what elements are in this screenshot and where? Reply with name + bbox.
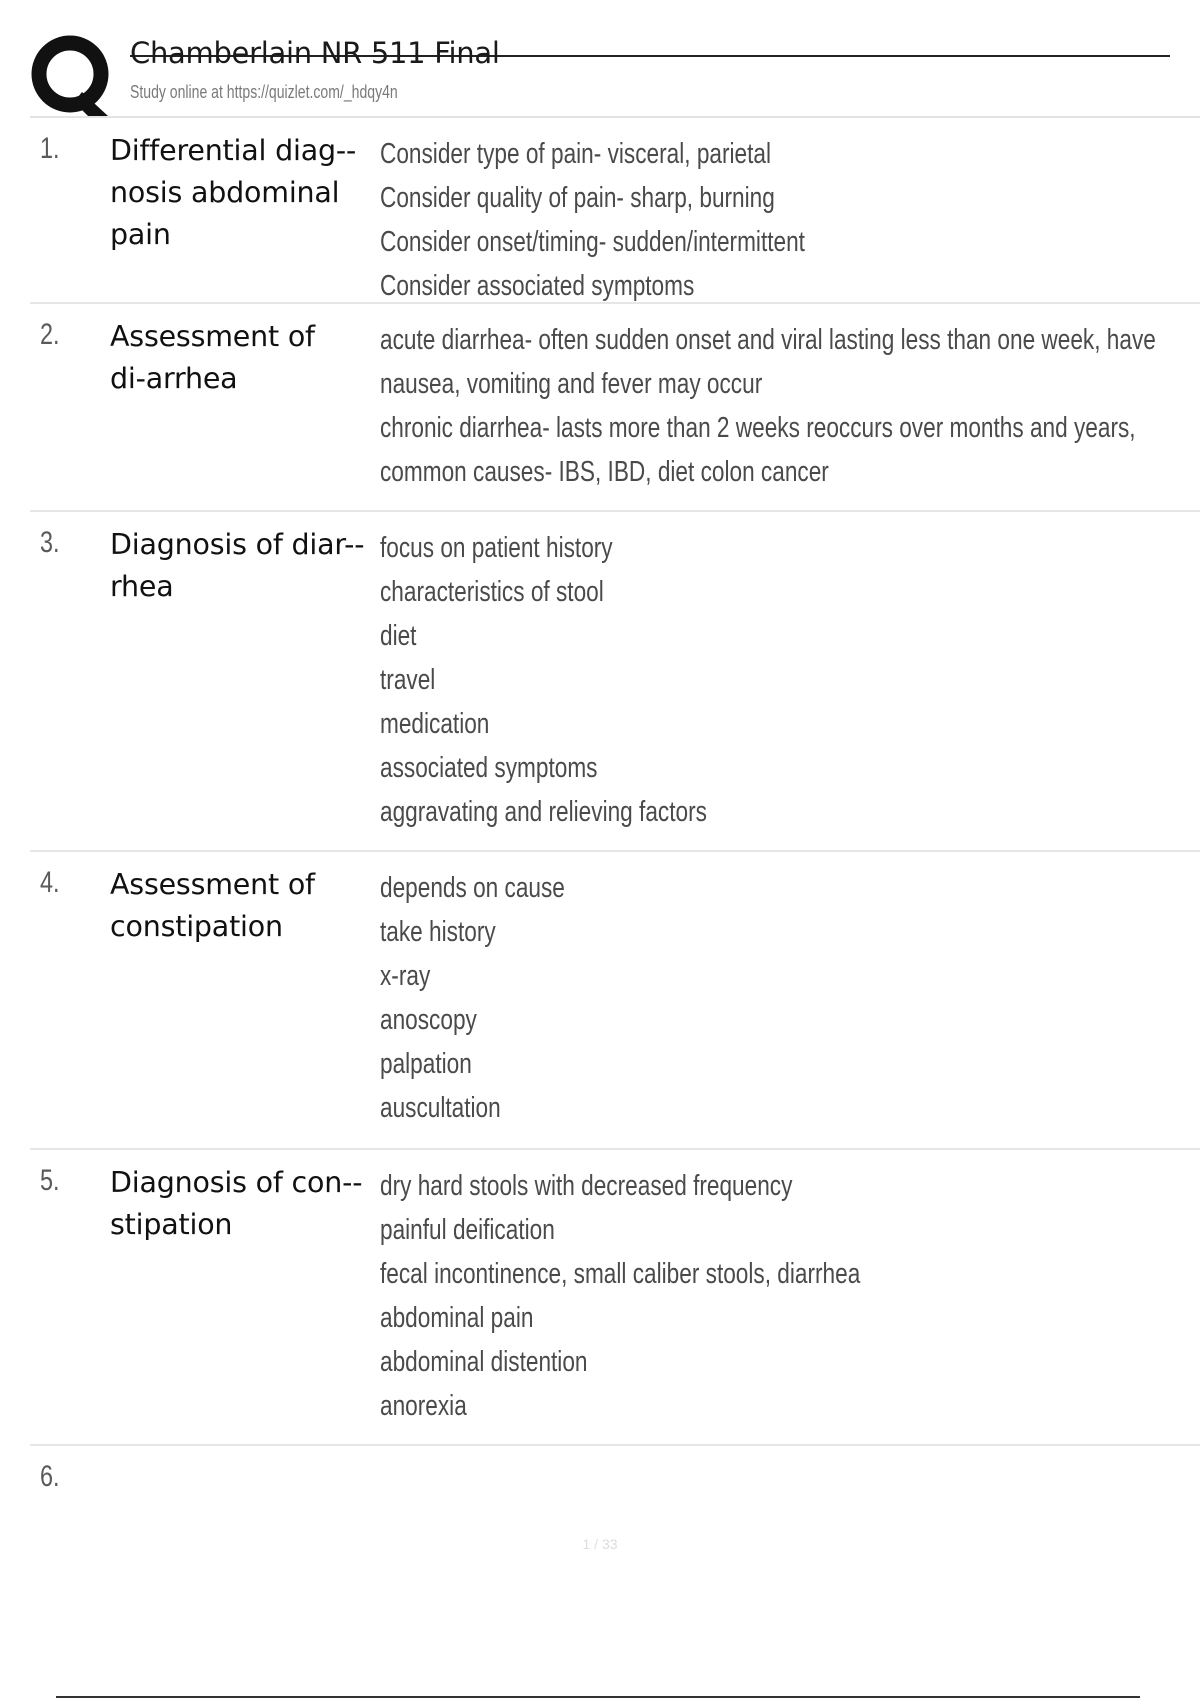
definition-line: diet xyxy=(380,620,417,652)
card-number: 4. xyxy=(40,866,60,899)
definition-line: Consider type of pain- visceral, parietal xyxy=(380,138,772,170)
definition-line: common causes- IBS, IBD, diet colon cancer xyxy=(380,456,829,488)
footer-rule xyxy=(56,1696,1140,1698)
definition-line: nausea, vomiting and fever may occur xyxy=(380,368,763,400)
definition-line: medication xyxy=(380,708,490,740)
definition-line: Consider onset/timing- sudden/intermittent xyxy=(380,226,805,258)
card-number: 6. xyxy=(40,1460,60,1493)
card-number: 2. xyxy=(40,318,60,351)
definition-line: dry hard stools with decreased frequency xyxy=(380,1170,793,1202)
card-number: 1. xyxy=(40,132,60,165)
card-term: Assessment of constipation xyxy=(110,868,315,943)
card-term: Diagnosis of diar-rhea xyxy=(110,528,365,603)
card-term: Differential diag-nosis abdominal pain xyxy=(110,134,357,251)
definition-line: palpation xyxy=(380,1048,472,1080)
definition-line: abdominal distention xyxy=(380,1346,588,1378)
document-title: Chamberlain NR 511 Final xyxy=(130,36,500,70)
card-number: 3. xyxy=(40,526,60,559)
card-term: Assessment of di-arrhea xyxy=(110,320,315,395)
flashcard-row xyxy=(30,304,1200,512)
study-online-link[interactable]: Study online at https://quizlet.com/_hdqy4n xyxy=(130,82,398,102)
definition-line: painful deification xyxy=(380,1214,555,1246)
page-indicator: 1 / 33 xyxy=(582,1536,618,1552)
flashcard-row xyxy=(30,852,1200,1150)
flashcard-row xyxy=(30,1150,1200,1446)
definition-line: depends on cause xyxy=(380,872,565,904)
definition-line: associated symptoms xyxy=(380,752,598,784)
card-definition xyxy=(380,866,1160,1130)
definition-line: Consider quality of pain- sharp, burning xyxy=(380,182,775,214)
definition-line: anoscopy xyxy=(380,1004,477,1036)
definition-line: acute diarrhea- often sudden onset and viral lasting less than one week, have xyxy=(380,324,1156,356)
flashcard-row xyxy=(30,512,1200,852)
definition-line: chronic diarrhea- lasts more than 2 weeks reoccurs over months and years, xyxy=(380,412,1136,444)
definition-line: abdominal pain xyxy=(380,1302,534,1334)
card-term: Diagnosis of con-stipation xyxy=(110,1166,363,1241)
document-header xyxy=(30,28,1200,118)
card-definition xyxy=(380,132,1160,308)
definition-line: travel xyxy=(380,664,436,696)
definition-line: focus on patient history xyxy=(380,532,613,564)
definition-line: aggravating and relieving factors xyxy=(380,796,707,828)
card-definition xyxy=(380,526,1160,834)
card-definition xyxy=(380,318,1160,494)
card-number: 5. xyxy=(40,1164,60,1197)
flashcard-list xyxy=(30,118,1200,1566)
quizlet-q-logo-icon xyxy=(30,34,116,120)
definition-line: auscultation xyxy=(380,1092,501,1124)
definition-line: Consider associated symptoms xyxy=(380,270,695,302)
flashcard-row xyxy=(30,118,1200,304)
definition-line: characteristics of stool xyxy=(380,576,604,608)
definition-line: anorexia xyxy=(380,1390,467,1422)
card-definition xyxy=(380,1164,1160,1428)
definition-line: take history xyxy=(380,916,496,948)
definition-line: fecal incontinence, small caliber stools, diarrhea xyxy=(380,1258,861,1290)
definition-line: x-ray xyxy=(380,960,431,992)
